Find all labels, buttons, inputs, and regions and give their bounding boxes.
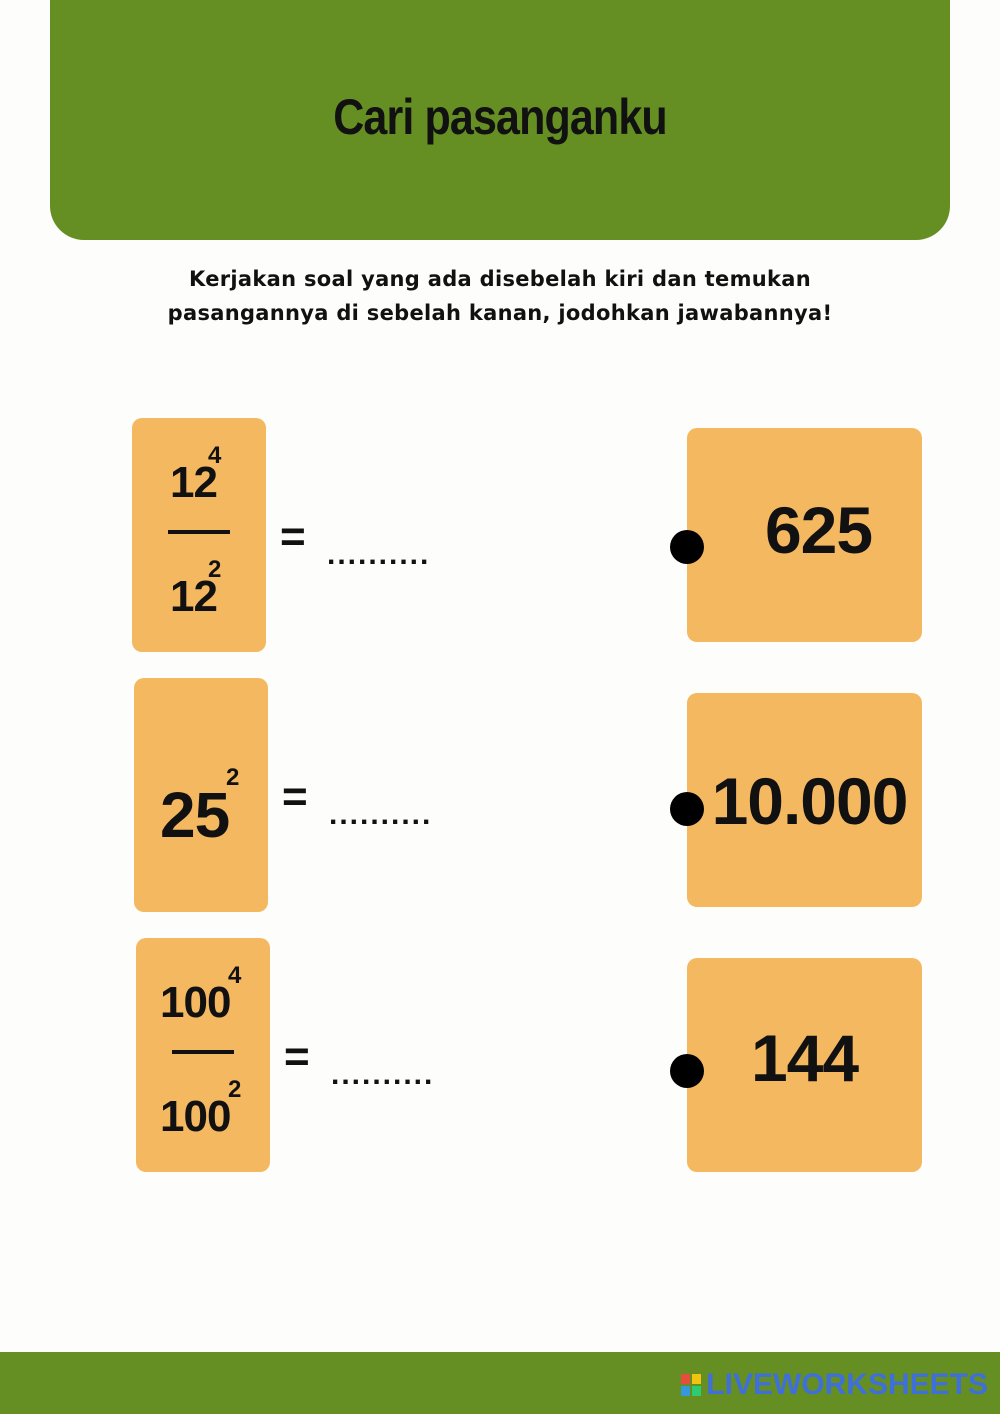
equals-sign: = — [282, 772, 308, 821]
equals-sign: = — [280, 512, 306, 561]
answer-card-2[interactable] — [687, 693, 922, 907]
instructions-line-2: pasangannya di sebelah kanan, jodohkan jawabannya! — [167, 301, 833, 325]
denominator-exponent: 2 — [208, 556, 222, 583]
question-card-2[interactable] — [134, 678, 268, 912]
numerator-base: 100 — [160, 978, 231, 1027]
answer-card-3[interactable] — [687, 958, 922, 1172]
header-banner — [50, 0, 950, 240]
footer-bar — [0, 1352, 1000, 1414]
match-dot-2[interactable] — [670, 792, 704, 826]
instructions-line-1: Kerjakan soal yang ada disebelah kiri dan temukan — [189, 267, 811, 291]
fraction-bar — [172, 1050, 234, 1054]
numerator-exponent: 4 — [208, 442, 222, 469]
liveworksheets-logo-icon — [680, 1373, 702, 1397]
denominator-exponent: 2 — [228, 1076, 242, 1103]
answer-value: 10.000 — [711, 764, 908, 838]
instructions — [100, 262, 900, 330]
equals-sign: = — [284, 1032, 310, 1081]
brand-text: LIVEWORKSHEETS — [706, 1368, 988, 1401]
match-dot-1[interactable] — [670, 530, 704, 564]
denominator-base: 100 — [160, 1092, 231, 1141]
answer-blank-1[interactable]: .......... — [327, 538, 431, 571]
answer-blank-3[interactable]: .......... — [331, 1058, 435, 1091]
answer-blank-2[interactable]: .......... — [329, 798, 433, 831]
power-exponent: 2 — [226, 764, 240, 791]
answer-value: 625 — [764, 493, 873, 567]
denominator-base: 12 — [170, 572, 217, 621]
answer-value: 144 — [750, 1021, 859, 1095]
page-title: Cari pasanganku — [333, 89, 667, 145]
numerator-base: 12 — [170, 458, 217, 507]
fraction-bar — [168, 530, 230, 534]
question-card-1[interactable] — [132, 418, 266, 652]
match-dot-3[interactable] — [670, 1054, 704, 1088]
numerator-exponent: 4 — [228, 962, 242, 989]
power-base: 25 — [160, 779, 230, 851]
question-card-3[interactable] — [136, 938, 270, 1172]
answer-card-1[interactable] — [687, 428, 922, 642]
liveworksheets-brand[interactable] — [680, 1370, 988, 1400]
